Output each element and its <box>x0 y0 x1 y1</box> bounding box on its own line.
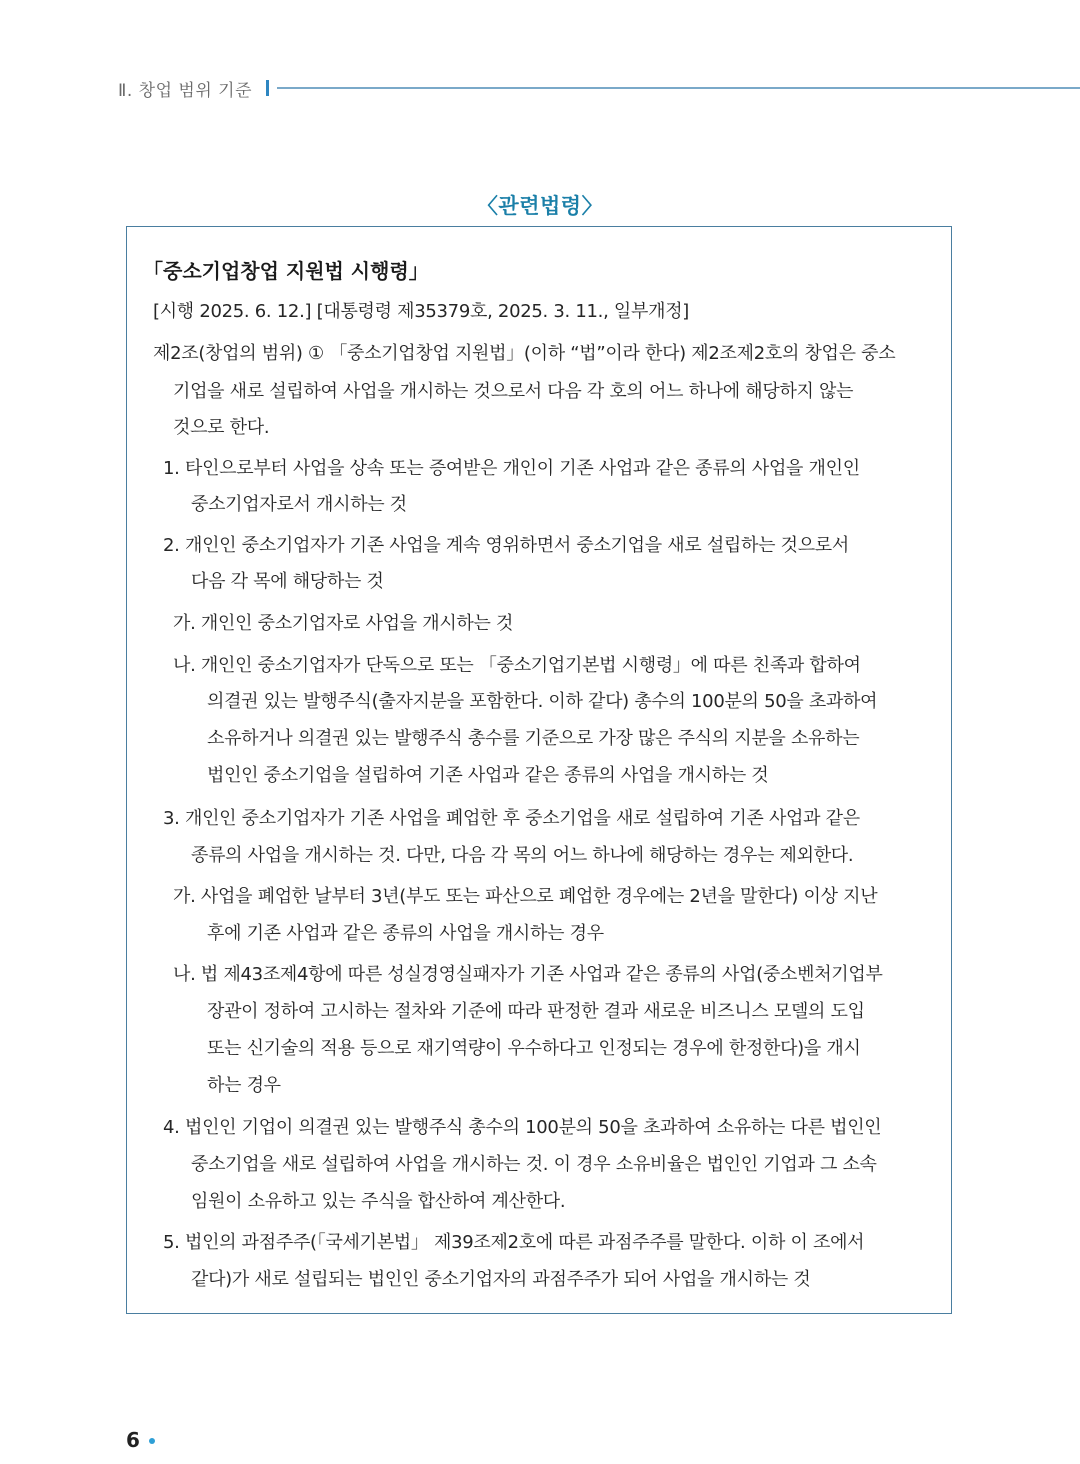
article-2-line: 기업을 새로 설립하여 사업을 개시하는 것으로서 다음 각 호의 어느 하나에 해당하지 않는 <box>173 381 854 402</box>
item-1-line: 중소기업자로서 개시하는 것 <box>191 494 407 515</box>
item-3-line: 3. 개인인 중소기업자가 기존 사업을 폐업한 후 중소기업을 새로 설립하여 기존 사업과 같은 <box>163 808 860 829</box>
item-2-sub-na: 소유하거나 의결권 있는 발행주식 총수를 기준으로 가장 많은 주식의 지분을 소유하는 <box>207 728 860 749</box>
page-number-dot <box>149 1438 155 1444</box>
law-name: 「중소기업창업 지원법 시행령」 <box>143 259 429 283</box>
item-1-line: 1. 타인으로부터 사업을 상속 또는 증여받은 개인이 기존 사업과 같은 종류의 사업을 개인인 <box>163 458 860 479</box>
page-number: 6 <box>126 1428 140 1452</box>
article-2-line: 것으로 한다. <box>173 417 270 438</box>
related-law-box <box>126 226 952 1314</box>
item-3-sub-na: 장관이 정하여 고시하는 절차와 기준에 따라 판정한 결과 새로운 비즈니스 모델의 도입 <box>207 1001 865 1022</box>
related-law-title: 〈관련법령〉 <box>476 194 604 218</box>
item-2-sub-ga: 가. 개인인 중소기업자로 사업을 개시하는 것 <box>173 613 514 634</box>
item-2-sub-na: 나. 개인인 중소기업자가 단독으로 또는 「중소기업기본법 시행령」에 따른 친족과 합하여 <box>173 655 861 676</box>
item-2-sub-na: 법인인 중소기업을 설립하여 기존 사업과 같은 종류의 사업을 개시하는 것 <box>207 765 769 786</box>
item-4-line: 4. 법인인 기업이 의결권 있는 발행주식 총수의 100분의 50을 초과하여 소유하는 다른 법인인 <box>163 1117 882 1138</box>
item-2-line: 다음 각 목에 해당하는 것 <box>191 571 384 592</box>
item-4-line: 중소기업을 새로 설립하여 사업을 개시하는 것. 이 경우 소유비율은 법인인 기업과 그 소속 <box>191 1154 877 1175</box>
item-3-sub-na: 또는 신기술의 적용 등으로 재기역량이 우수하다고 인정되는 경우에 한정한다)을 개시 <box>207 1038 861 1059</box>
running-header <box>118 76 1080 100</box>
article-2-line: 제2조(창업의 범위) ① 「중소기업창업 지원법」(이하 “법”이라 한다) 제2조제2호의 창업은 중소 <box>153 343 896 364</box>
item-3-sub-ga: 가. 사업을 폐업한 날부터 3년(부도 또는 파산으로 폐업한 경우에는 2년을 말한다) 이상 지난 <box>173 886 878 907</box>
item-2-line: 2. 개인인 중소기업자가 기존 사업을 계속 영위하면서 중소기업을 새로 설립하는 것으로서 <box>163 535 849 556</box>
item-2-sub-na: 의결권 있는 발행주식(출자지분을 포함한다. 이하 같다) 총수의 100분의 50을 초과하여 <box>207 691 878 712</box>
item-4-line: 임원이 소유하고 있는 주식을 합산하여 계산한다. <box>191 1191 566 1212</box>
item-3-sub-na: 나. 법 제43조제4항에 따른 성실경영실패자가 기존 사업과 같은 종류의 사업(중소벤처기업부 <box>173 964 883 985</box>
item-3-sub-ga: 후에 기존 사업과 같은 종류의 사업을 개시하는 경우 <box>207 923 604 944</box>
item-5-line: 5. 법인의 과점주주(「국세기본법」 제39조제2호에 따른 과점주주를 말한다. 이하 이 조에서 <box>163 1232 865 1253</box>
item-5-line: 같다)가 새로 설립되는 법인인 중소기업자의 과점주주가 되어 사업을 개시하는 것 <box>191 1269 811 1290</box>
header-accent-bar <box>266 80 269 96</box>
item-3-sub-na: 하는 경우 <box>207 1075 281 1096</box>
law-enforcement-info: [시행 2025. 6. 12.] [대통령령 제35379호, 2025. 3. 11., 일부개정] <box>153 301 690 322</box>
item-3-line: 종류의 사업을 개시하는 것. 다만, 다음 각 목의 어느 하나에 해당하는 경우는 제외한다. <box>191 845 854 866</box>
section-title: Ⅱ. 창업 범위 기준 <box>118 80 253 101</box>
header-rule <box>277 87 1080 89</box>
